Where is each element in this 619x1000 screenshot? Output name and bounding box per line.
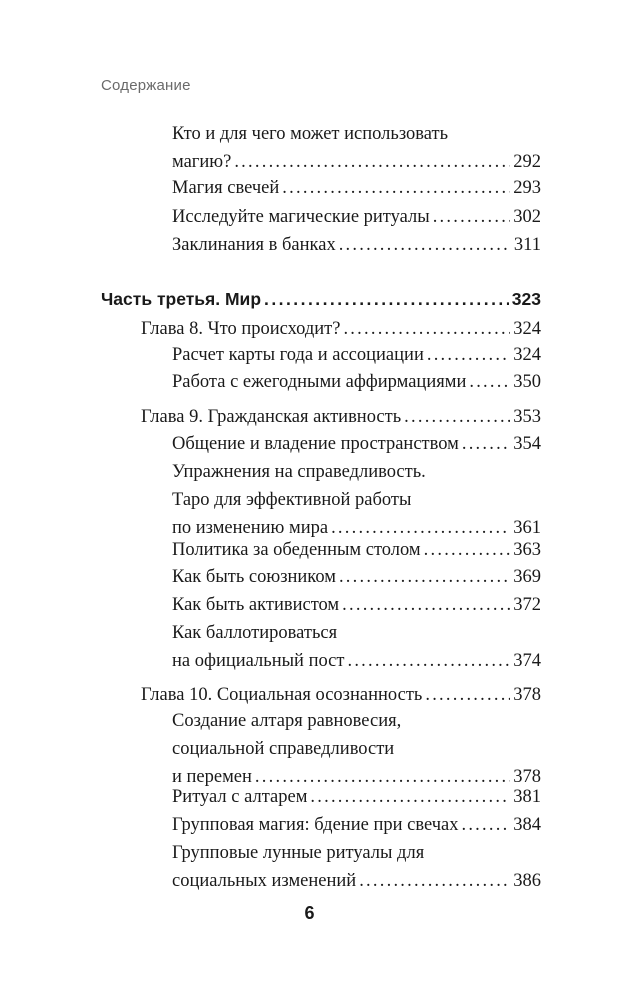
toc-entry-title: Работа с ежегодными аффирмациями (172, 372, 467, 392)
dot-leader (424, 536, 511, 564)
toc-entry[interactable] (172, 203, 541, 231)
toc-entry-page: 369 (513, 567, 541, 587)
toc-entry-page: 292 (513, 152, 541, 172)
toc-entry-title: социальных изменений (172, 871, 357, 891)
toc-entry-page: 311 (513, 235, 541, 255)
toc-entry-title: Исследуйте магические ритуалы (172, 207, 430, 227)
dot-leader (425, 681, 510, 709)
toc-entry-title: Расчет карты года и ассоциации (172, 345, 424, 365)
toc-entry[interactable] (172, 120, 541, 176)
toc-entry[interactable] (172, 458, 541, 542)
dot-leader (462, 430, 510, 458)
toc-entry-page: 381 (513, 787, 541, 807)
toc-entry-title-line: Упражнения на справедливость. (172, 462, 426, 482)
toc-entry-title-line: социальной справедливости (172, 739, 395, 759)
toc-entry-page: 384 (513, 815, 541, 835)
toc-chapter-entry[interactable] (141, 681, 541, 709)
dot-leader (347, 647, 510, 675)
toc-entry-title: Как быть активистом (172, 595, 340, 615)
toc-entry[interactable] (172, 783, 541, 811)
toc-entry-page: 372 (513, 595, 541, 615)
toc-entry[interactable] (172, 231, 541, 259)
dot-leader (343, 315, 510, 343)
toc-entry[interactable] (172, 619, 541, 675)
dot-leader (461, 811, 510, 839)
toc-entry[interactable] (172, 707, 541, 791)
toc-entry-page: 354 (513, 434, 541, 454)
dot-leader (342, 591, 510, 619)
toc-entry-page: 324 (513, 345, 541, 365)
dot-leader (264, 285, 509, 313)
toc-entry-page: 302 (513, 207, 541, 227)
toc-entry[interactable] (172, 563, 541, 591)
toc-entry[interactable] (172, 811, 541, 839)
toc-entry-title: Как быть союзником (172, 567, 336, 587)
dot-leader (404, 403, 510, 431)
toc-entry[interactable] (172, 536, 541, 564)
toc-entry-title: Глава 8. Что происходит? (141, 319, 341, 339)
dot-leader (282, 174, 510, 202)
toc-entry-page: 293 (513, 178, 541, 198)
toc-entry-title-line: Создание алтаря равновесия, (172, 711, 402, 731)
toc-entry-title: Часть третья. Мир (101, 289, 262, 309)
toc-entry-title: Ритуал с алтарем (172, 787, 308, 807)
dot-leader (339, 231, 511, 259)
toc-entry[interactable] (172, 174, 541, 202)
toc-entry-title: и перемен (172, 767, 252, 787)
toc-part-entry[interactable] (101, 285, 541, 313)
dot-leader (359, 867, 510, 895)
toc-chapter-entry[interactable] (141, 403, 541, 431)
dot-leader (427, 341, 510, 369)
toc-entry-page: 361 (513, 518, 541, 538)
toc-entry-title: Политика за обеденным столом (172, 540, 421, 560)
toc-entry-page: 350 (513, 372, 541, 392)
toc-entry-page: 378 (513, 767, 541, 787)
toc-entry-title: Магия свечей (172, 178, 280, 198)
toc-entry-page: 323 (511, 289, 541, 309)
dot-leader (433, 203, 511, 231)
toc-entry-title: Групповая магия: бдение при свечах (172, 815, 459, 835)
page-number: 6 (304, 903, 315, 923)
toc-chapter-entry[interactable] (141, 315, 541, 343)
toc-entry-title-line: Групповые лунные ритуалы для (172, 843, 425, 863)
toc-entry[interactable] (172, 591, 541, 619)
toc-entry-title: Общение и владение пространством (172, 434, 459, 454)
toc-entry-title-line: Как баллотироваться (172, 623, 338, 643)
toc-entry-page: 363 (513, 540, 541, 560)
toc-entry-title-line: Таро для эффективной работы (172, 490, 412, 510)
dot-leader (469, 368, 510, 396)
toc-entry[interactable] (172, 368, 541, 396)
toc-entry-page: 386 (513, 871, 541, 891)
toc-entry-title: на официальный пост (172, 651, 345, 671)
toc-entry-page: 374 (513, 651, 541, 671)
toc-entry-title: по изменению мира (172, 518, 329, 538)
toc-entry[interactable] (172, 839, 541, 895)
dot-leader (339, 563, 510, 591)
toc-entry-page: 378 (513, 685, 541, 705)
toc-entry-title: магию? (172, 152, 232, 172)
toc-entry-title-line: Кто и для чего может использовать (172, 124, 449, 144)
dot-leader (310, 783, 510, 811)
toc-entry-title: Заклинания в банках (172, 235, 336, 255)
toc-entry-title: Глава 9. Гражданская активность (141, 407, 402, 427)
toc-entry-page: 324 (513, 319, 541, 339)
toc-entry[interactable] (172, 430, 541, 458)
dot-leader (234, 148, 510, 176)
toc-entry[interactable] (172, 341, 541, 369)
toc-entry-title: Глава 10. Социальная осознанность (141, 685, 423, 705)
running-head: Содержание (101, 77, 191, 94)
toc-entry-page: 353 (513, 407, 541, 427)
